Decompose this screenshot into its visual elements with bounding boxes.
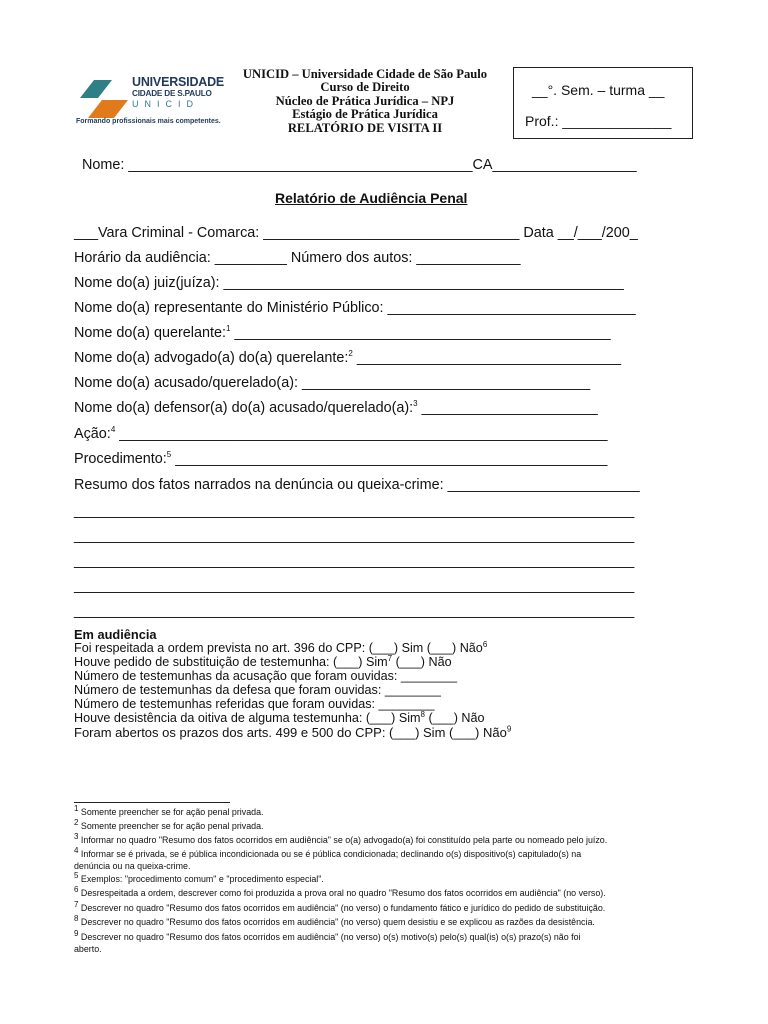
footnote-ref-4: 4: [110, 425, 116, 435]
advogado-label: Nome do(a) advogado(a) do(a) querelante:: [74, 350, 349, 366]
logo-line2: CIDADE DE S.PAULO: [132, 89, 212, 98]
horario-numero-autos-field[interactable]: Horário da audiência: _________ Número dos autos: _____________: [74, 250, 521, 266]
resumo-blank-line-3[interactable]: ______________________________________________________________________: [74, 553, 635, 569]
logo-line1: UNIVERSIDADE: [132, 75, 225, 89]
acao-field[interactable]: [74, 426, 607, 442]
em-audiencia-title: Em audiência: [74, 627, 157, 642]
header-line4: Estágio de Prática Jurídica: [292, 107, 438, 122]
prazos-label: Foram abertos os prazos dos arts. 499 e 500 do CPP: (___) Sim (___) Não: [74, 725, 507, 740]
substituicao-nao: (___) Não: [392, 655, 452, 669]
logo-line3: UNICID: [132, 99, 199, 109]
nome-ca-field[interactable]: Nome: ___________________________________________CA__________________: [82, 157, 637, 173]
semester-field[interactable]: __°. Sem. – turma __: [532, 82, 665, 98]
resumo-blank-line-1[interactable]: ______________________________________________________________________: [74, 503, 635, 519]
procedimento-field[interactable]: [74, 451, 607, 467]
form-title: Relatório de Audiência Penal: [275, 190, 468, 206]
header-line5: RELATÓRIO DE VISITA II: [287, 120, 443, 135]
unicid-logo: [74, 72, 225, 130]
footnote-ref-7: 7: [387, 653, 393, 663]
header-line1: UNICID – Universidade Cidade de São Paulo: [242, 67, 488, 81]
footnote-4: $^4$ Informar se é privada, se é pública incondicionada ou se é pública condicionada; declinando o(s) dispositivo(s) capitulado(s) na: [74, 846, 582, 859]
footnote-9: $^9$ Descrever no quadro "Resumo dos fatos ocorridos em audiência" (no verso) o(s) motivo(s) pelo(s) qual(is) o(s) prazo(s) não foi: [74, 929, 581, 942]
footnote-3: $^3$ Informar no quadro "Resumo dos fatos ocorridos em audiência" se o(a) advogado(a) foi constituído pela parte ou nomeado pelo juízo.: [74, 832, 608, 845]
footnote-ref-8: 8: [420, 709, 425, 719]
vara-comarca-data-field[interactable]: ___Vara Criminal - Comarca: ________________________________ Data __/___/200_: [74, 225, 638, 241]
footnote-separator: [74, 802, 230, 803]
ordem-art-396-label: Foi respeitada a ordem prevista no art. 396 do CPP: (___) Sim (___) Não: [74, 641, 483, 655]
defensor-field[interactable]: [74, 400, 598, 416]
prazos-499-500-question[interactable]: [74, 725, 511, 740]
testemunhas-referidas-field[interactable]: Número de testemunhas referidas que foram ouvidas: ________: [74, 697, 435, 711]
desistencia-nao: (___) Não: [424, 711, 485, 725]
juiz-field[interactable]: Nome do(a) juiz(juíza): __________________________________________________: [74, 275, 624, 291]
resumo-blank-line-4[interactable]: ______________________________________________________________________: [74, 578, 635, 594]
footnote-ref-9: 9: [506, 724, 512, 734]
footnote-6: $^6$ Desrespeitada a ordem, descrever como foi produzida a prova oral no quadro "Resumo dos fatos ocorridos em audiência" (no verso).: [74, 885, 606, 898]
acao-blank[interactable]: _____________________________________________________________: [115, 426, 608, 442]
footnote-ref-5: 5: [166, 450, 172, 460]
querelante-field[interactable]: [74, 325, 611, 341]
footnote-ref-3: 3: [413, 399, 418, 409]
header-line2: Curso de Direito: [320, 80, 410, 95]
testemunhas-acusacao-field[interactable]: Número de testemunhas da acusação que foram ouvidas: ________: [74, 669, 457, 683]
resumo-blank-line-2[interactable]: ______________________________________________________________________: [74, 528, 635, 544]
ministerio-publico-field[interactable]: Nome do(a) representante do Ministério Público: _______________________________: [74, 300, 636, 316]
semester-box: [513, 67, 693, 139]
defensor-label: Nome do(a) defensor(a) do(a) acusado/querelado(a):: [74, 400, 414, 416]
substituicao-testemunha-question[interactable]: [74, 655, 452, 669]
acao-label: Ação:: [74, 426, 111, 442]
defensor-blank[interactable]: ______________________: [417, 400, 598, 416]
footnote-2: $^2$ Somente preencher se for ação penal privada.: [74, 818, 264, 831]
procedimento-blank[interactable]: ______________________________________________________: [171, 451, 608, 467]
footnote-5: $^5$ Exemplos: "procedimento comum" e "procedimento especial".: [74, 871, 324, 884]
advogado-querelante-field[interactable]: [74, 350, 621, 366]
professor-field[interactable]: Prof.: ______________: [525, 113, 672, 129]
acusado-field[interactable]: Nome do(a) acusado/querelado(a): ____________________________________: [74, 375, 591, 391]
logo-mark-icon: [74, 76, 130, 120]
footnote-8: $^8$ Descrever no quadro "Resumo dos fatos ocorridos em audiência" (no verso) quem desistiu e se explicou as razões da desistência.: [74, 914, 595, 927]
footnote-ref-2: 2: [348, 349, 353, 359]
footnote-7: $^7$ Descrever no quadro "Resumo dos fatos ocorridos em audiência" (no verso) o fundamento fático e jurídico do pedido de substituição.: [74, 900, 606, 913]
substituicao-sim: Houve pedido de substituição de testemunha: (___) Sim: [74, 655, 388, 669]
footnote-9-cont: aberto.: [74, 944, 102, 954]
footnote-1: $^1$ Somente preencher se for ação penal privada.: [74, 804, 264, 817]
document-header: [224, 68, 506, 135]
header-line3: Núcleo de Prática Jurídica – NPJ: [275, 93, 455, 108]
resumo-denuncia-field[interactable]: Resumo dos fatos narrados na denúncia ou queixa-crime: ________________________: [74, 477, 640, 493]
footnote-ref-6: 6: [482, 639, 488, 649]
querelante-blank[interactable]: _______________________________________________: [230, 325, 611, 341]
querelante-label: Nome do(a) querelante:: [74, 325, 226, 341]
ordem-art-396-question[interactable]: [74, 641, 487, 655]
desistencia-oitiva-question[interactable]: [74, 711, 485, 725]
advogado-blank[interactable]: _________________________________: [352, 350, 621, 366]
footnote-ref-1: 1: [226, 324, 231, 334]
resumo-blank-line-5[interactable]: ______________________________________________________________________: [74, 603, 635, 619]
desistencia-sim: Houve desistência da oitiva de alguma testemunha: (___) Sim: [74, 711, 421, 725]
testemunhas-defesa-field[interactable]: Número de testemunhas da defesa que foram ouvidas: ________: [74, 683, 441, 697]
footnote-4-cont: denúncia ou na queixa-crime.: [74, 861, 191, 871]
logo-tagline: Formando profissionais mais competentes.: [76, 118, 221, 125]
procedimento-label: Procedimento:: [74, 451, 167, 467]
